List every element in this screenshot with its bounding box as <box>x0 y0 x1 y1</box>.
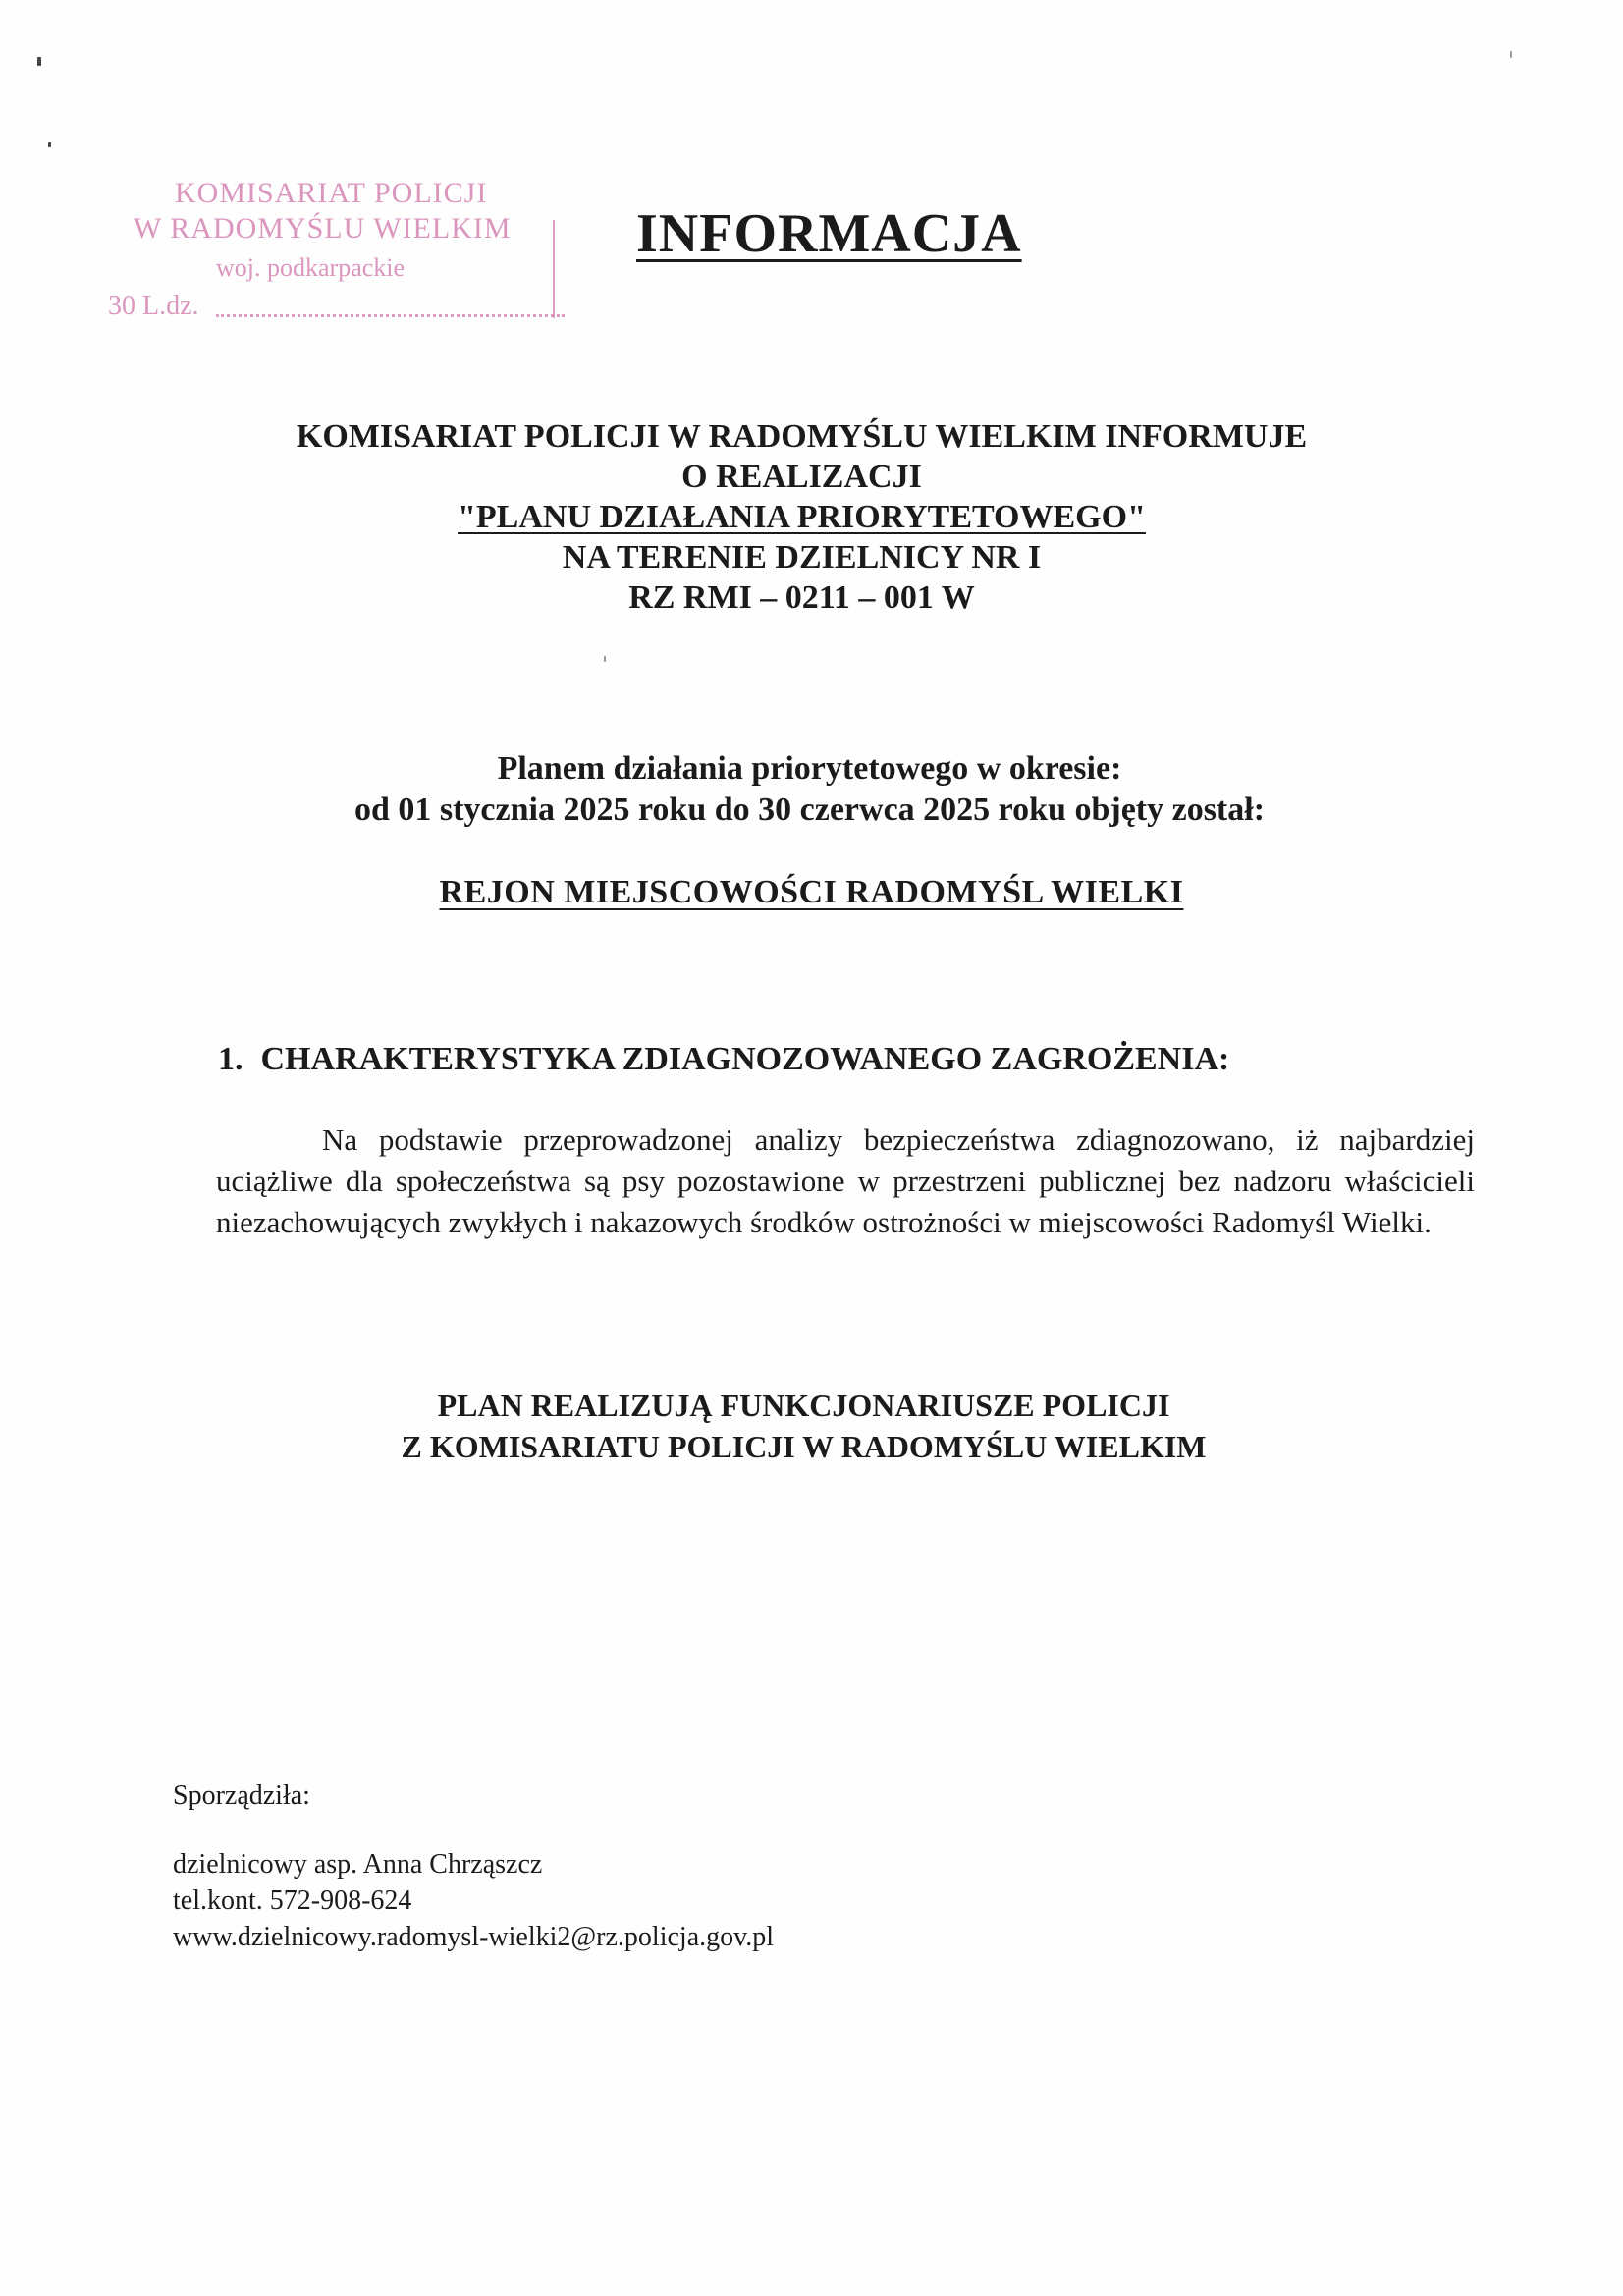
stamp-line: 30 L.dz. <box>108 291 199 321</box>
scan-speck <box>1510 51 1512 58</box>
period-block <box>0 748 1621 831</box>
section-title: CHARAKTERYSTYKA ZDIAGNOZOWANEGO ZAGROŻENIA: <box>260 1041 1230 1077</box>
stamp-dotted-line <box>216 314 565 317</box>
signature-info <box>173 1846 774 1955</box>
document-title <box>0 202 1623 265</box>
plan-block <box>0 1385 1615 1467</box>
header-line-underlined: "PLANU DZIAŁANIA PRIORYTETOWEGO" <box>458 499 1146 535</box>
section-heading <box>218 1041 1229 1078</box>
header-block <box>0 416 1613 618</box>
stamp-line: woj. podkarpackie <box>216 253 406 282</box>
header-line: NA TERENIE DZIELNICY NR I <box>562 539 1042 575</box>
author-name: dzielnicowy asp. Anna Chrząszcz <box>173 1849 543 1880</box>
period-line: od 01 stycznia 2025 roku do 30 czerwca 2025 roku objęty został: <box>353 792 1266 828</box>
header-line: O REALIZACJI <box>681 459 922 495</box>
author-phone: tel.kont. 572-908-624 <box>173 1886 412 1916</box>
signature-label: Sporządziła: <box>173 1780 310 1811</box>
scan-speck <box>37 57 41 66</box>
period-line: Planem działania priorytetowego w okresie: <box>497 750 1122 787</box>
header-line: RZ RMI – 0211 – 001 W <box>628 579 975 616</box>
plan-line: PLAN REALIZUJĄ FUNKCJONARIUSZE POLICJI <box>437 1388 1170 1423</box>
region-heading <box>0 874 1623 911</box>
region-text: REJON MIEJSCOWOŚCI RADOMYŚL WIELKI <box>439 874 1184 910</box>
document-title-text: INFORMACJA <box>636 203 1022 264</box>
plan-line: Z KOMISARIATU POLICJI W RADOMYŚLU WIELKIM <box>401 1429 1207 1464</box>
section-paragraph: Na podstawie przeprowadzonej analizy bezpieczeństwa zdiagnozowano, iż najbardziej uciążliwe dla społeczeństwa są psy pozostawione w przestrzeni publicznej bez nadzoru właścicieli niezachowujących zwykłych i nakazowych środków ostrożności w miejscowości Radomyśl Wielki. <box>216 1122 1475 1239</box>
stamp-line: W RADOMYŚLU WIELKIM <box>134 212 512 245</box>
stamp-line: KOMISARIAT POLICJI <box>175 177 488 209</box>
header-line: KOMISARIAT POLICJI W RADOMYŚLU WIELKIM INFORMUJE <box>296 418 1308 455</box>
scan-speck <box>604 656 606 662</box>
scan-speck <box>48 142 51 147</box>
author-email: www.dzielnicowy.radomysl-wielki2@rz.policja.gov.pl <box>173 1922 775 1952</box>
section-number: 1. <box>218 1041 243 1077</box>
